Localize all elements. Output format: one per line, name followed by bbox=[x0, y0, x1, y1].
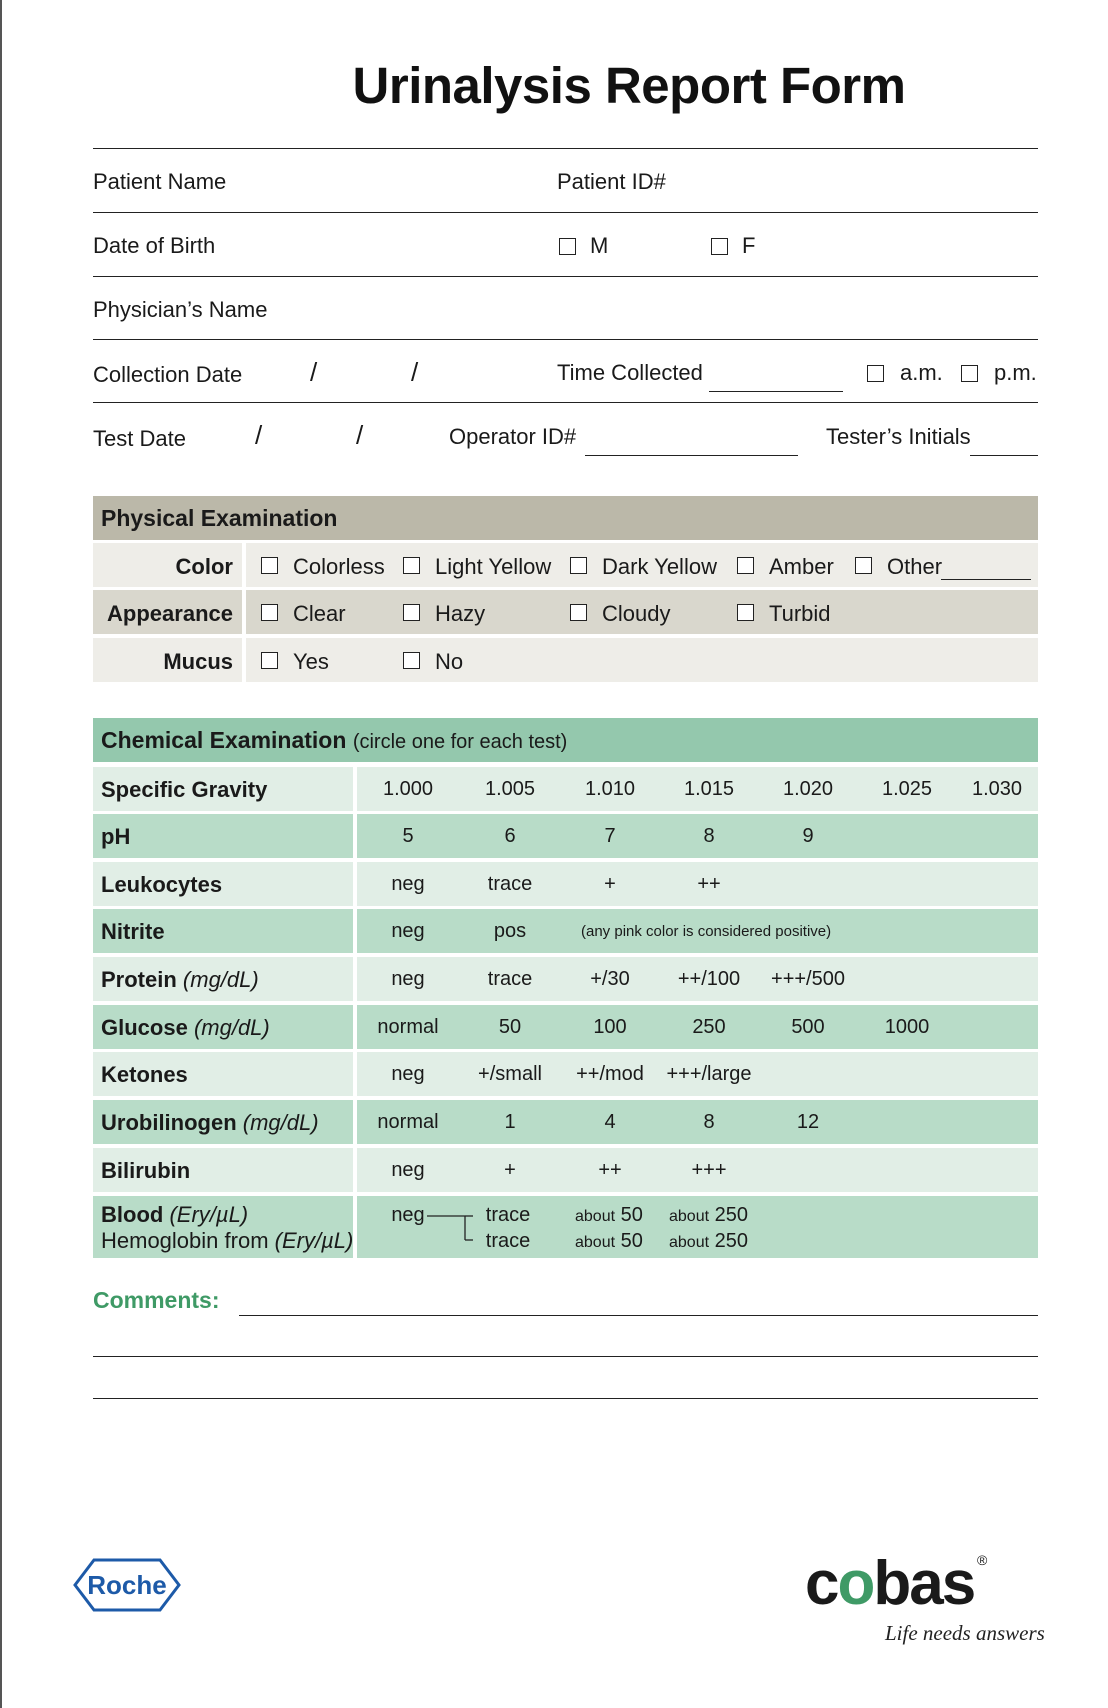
tester-initials-field[interactable] bbox=[970, 455, 1038, 456]
blood-value-neg[interactable]: neg bbox=[391, 1204, 425, 1226]
divider bbox=[353, 1052, 357, 1096]
test-value[interactable]: normal bbox=[377, 1111, 439, 1133]
checkbox[interactable] bbox=[261, 652, 278, 669]
chem-row-glucose bbox=[93, 1005, 1038, 1049]
chem-row-leukocytes bbox=[93, 862, 1038, 906]
chem-row-label bbox=[101, 777, 267, 803]
time-collected-label: Time Collected bbox=[557, 360, 703, 385]
sex-m-checkbox[interactable] bbox=[559, 238, 576, 255]
test-name: Bilirubin bbox=[101, 1158, 191, 1183]
other-color-field[interactable] bbox=[941, 579, 1031, 580]
physician-label: Physician’s Name bbox=[93, 297, 268, 322]
hemoglobin-value-trace[interactable]: trace bbox=[485, 1230, 531, 1252]
chem-row-label bbox=[101, 1110, 319, 1136]
chemical-exam-title bbox=[101, 727, 567, 754]
chemical-exam-header bbox=[93, 718, 1038, 762]
test-value[interactable]: 1.030 bbox=[971, 778, 1023, 800]
cobas-logo: cobas bbox=[805, 1549, 975, 1618]
option-label: Light Yellow bbox=[435, 554, 552, 579]
about-word: about bbox=[669, 1234, 710, 1251]
option-label: Hazy bbox=[435, 601, 486, 626]
test-value[interactable]: normal bbox=[377, 1016, 439, 1038]
physical-exam-title: Physical Examination bbox=[101, 505, 338, 531]
test-value[interactable]: 1 bbox=[504, 1111, 516, 1133]
chem-row-ph bbox=[93, 814, 1038, 858]
blood-value-50[interactable] bbox=[575, 1204, 643, 1227]
value: 250 bbox=[714, 1204, 748, 1226]
hemoglobin-value-250[interactable] bbox=[669, 1230, 748, 1253]
appearance-row bbox=[93, 590, 1038, 634]
test-value[interactable]: +++ bbox=[691, 1159, 727, 1181]
test-value[interactable]: 12 bbox=[796, 1111, 820, 1133]
option-label: No bbox=[435, 649, 464, 674]
option-label: Other bbox=[887, 554, 943, 579]
test-unit: (mg/dL) bbox=[182, 967, 259, 992]
date-separator: / bbox=[255, 420, 263, 450]
option-label: Yes bbox=[293, 649, 329, 674]
divider bbox=[353, 767, 357, 811]
sex-f-checkbox[interactable] bbox=[711, 238, 728, 255]
blood-name: Blood bbox=[101, 1202, 164, 1227]
patient-name-label: Patient Name bbox=[93, 169, 227, 194]
am-label: a.m. bbox=[900, 360, 943, 385]
checkbox[interactable] bbox=[261, 604, 278, 621]
test-value[interactable]: ++ bbox=[697, 873, 721, 895]
test-value[interactable]: 5 bbox=[402, 825, 414, 847]
test-value[interactable]: neg bbox=[391, 968, 425, 990]
divider bbox=[353, 814, 357, 858]
sex-m-label: M bbox=[590, 233, 609, 258]
chem-row-label bbox=[101, 1158, 190, 1184]
am-checkbox[interactable] bbox=[867, 365, 884, 382]
comments-line[interactable] bbox=[239, 1315, 1038, 1316]
divider bbox=[242, 543, 246, 587]
cobas-o-icon: o bbox=[837, 1549, 874, 1618]
hemoglobin-name: Hemoglobin from bbox=[101, 1228, 269, 1253]
comments-line[interactable] bbox=[93, 1356, 1038, 1357]
test-value[interactable]: pos bbox=[493, 920, 527, 942]
test-value[interactable]: 1.025 bbox=[881, 778, 933, 800]
test-value[interactable]: trace bbox=[487, 968, 533, 990]
test-value[interactable]: 1.000 bbox=[382, 778, 434, 800]
dob-label: Date of Birth bbox=[93, 233, 216, 258]
test-name: Urobilinogen bbox=[101, 1110, 237, 1135]
test-value[interactable]: +/30 bbox=[590, 968, 630, 990]
operator-id-label: Operator ID# bbox=[449, 424, 577, 449]
test-value[interactable]: +/small bbox=[478, 1063, 542, 1085]
test-name: Leukocytes bbox=[101, 872, 223, 897]
test-value[interactable]: ++/mod bbox=[576, 1063, 644, 1085]
tester-initials-label: Tester’s Initials bbox=[826, 424, 971, 449]
test-value[interactable]: 500 bbox=[791, 1016, 825, 1038]
roche-logo bbox=[72, 1557, 182, 1618]
chem-row-nitrite bbox=[93, 909, 1038, 953]
test-value[interactable]: 1.010 bbox=[584, 778, 636, 800]
physical-exam-header bbox=[93, 496, 1038, 540]
chem-row-label bbox=[101, 824, 130, 850]
pm-label: p.m. bbox=[994, 360, 1037, 385]
about-word: about bbox=[669, 1208, 710, 1225]
divider bbox=[353, 957, 357, 1001]
mucus-row bbox=[93, 638, 1038, 682]
option-label: Dark Yellow bbox=[602, 554, 717, 579]
test-value[interactable]: 100 bbox=[593, 1016, 627, 1038]
test-value[interactable]: neg bbox=[391, 873, 425, 895]
value: 50 bbox=[620, 1230, 643, 1252]
divider bbox=[353, 1100, 357, 1144]
blood-value-250[interactable] bbox=[669, 1204, 748, 1227]
checkbox[interactable] bbox=[403, 604, 420, 621]
divider bbox=[353, 1005, 357, 1049]
checkbox[interactable] bbox=[737, 557, 754, 574]
test-name: Nitrite bbox=[101, 919, 165, 944]
sex-f-label: F bbox=[742, 233, 756, 258]
appearance-label: Appearance bbox=[107, 601, 233, 626]
chem-row-label bbox=[101, 1062, 188, 1088]
test-value[interactable]: 8 bbox=[703, 1111, 715, 1133]
option-label: Cloudy bbox=[602, 601, 671, 626]
test-value[interactable]: + bbox=[604, 873, 616, 895]
divider bbox=[353, 909, 357, 953]
page-edge bbox=[0, 0, 2, 1708]
test-unit: (mg/dL) bbox=[193, 1015, 270, 1040]
divider bbox=[353, 1196, 357, 1258]
test-date-label: Test Date bbox=[93, 426, 186, 451]
hemoglobin-label bbox=[101, 1228, 353, 1254]
dob-field[interactable] bbox=[93, 276, 1038, 277]
roche-text: Roche bbox=[87, 1570, 167, 1600]
blood-label bbox=[101, 1202, 248, 1228]
date-separator: / bbox=[356, 420, 364, 450]
time-collected-field[interactable] bbox=[709, 391, 843, 392]
test-value[interactable]: neg bbox=[391, 1159, 425, 1181]
test-value[interactable]: 1000 bbox=[884, 1016, 930, 1038]
test-value[interactable]: + bbox=[504, 1159, 516, 1181]
option-label: Amber bbox=[769, 554, 834, 579]
option-label: Colorless bbox=[293, 554, 385, 579]
value: 50 bbox=[620, 1204, 643, 1226]
tagline: Life needs answers bbox=[885, 1621, 1045, 1645]
roche-hexagon-icon bbox=[72, 1557, 182, 1613]
test-value[interactable]: 1.005 bbox=[484, 778, 536, 800]
test-value[interactable]: neg bbox=[391, 1063, 425, 1085]
chem-row-label bbox=[101, 919, 165, 945]
date-separator: / bbox=[411, 357, 419, 387]
hemoglobin-unit: (Ery/µL) bbox=[274, 1228, 354, 1253]
mucus-label: Mucus bbox=[163, 649, 233, 674]
test-value[interactable]: 8 bbox=[703, 825, 715, 847]
test-value[interactable]: 4 bbox=[604, 1111, 616, 1133]
blood-unit: (Ery/µL) bbox=[169, 1202, 249, 1227]
blood-row bbox=[93, 1196, 1038, 1258]
option-label: Clear bbox=[293, 601, 346, 626]
chemical-exam-heading: Chemical Examination bbox=[101, 727, 347, 753]
test-value[interactable]: 1.015 bbox=[683, 778, 735, 800]
comments-label: Comments: bbox=[93, 1287, 220, 1313]
test-value[interactable]: 250 bbox=[692, 1016, 726, 1038]
divider bbox=[353, 862, 357, 906]
collection-date-field[interactable] bbox=[93, 402, 1038, 403]
test-name: Specific Gravity bbox=[101, 777, 268, 802]
test-name: pH bbox=[101, 824, 131, 849]
chemical-exam-subheading: (circle one for each test) bbox=[352, 731, 568, 753]
comments-line[interactable] bbox=[93, 1398, 1038, 1399]
divider bbox=[353, 1148, 357, 1192]
checkbox[interactable] bbox=[737, 604, 754, 621]
collection-date-label: Collection Date bbox=[93, 362, 243, 387]
checkbox[interactable] bbox=[403, 557, 420, 574]
test-name: Protein bbox=[101, 967, 177, 992]
chem-row-label bbox=[101, 872, 222, 898]
chem-row-protein bbox=[93, 957, 1038, 1001]
physician-field[interactable] bbox=[93, 339, 1038, 340]
patient-name-field[interactable] bbox=[93, 212, 1038, 213]
checkbox[interactable] bbox=[261, 557, 278, 574]
test-value[interactable]: 50 bbox=[498, 1016, 522, 1038]
patient-id-label: Patient ID# bbox=[557, 169, 666, 194]
test-value[interactable]: 7 bbox=[604, 825, 616, 847]
color-label: Color bbox=[175, 554, 233, 579]
chem-row-specific-gravity bbox=[93, 767, 1038, 811]
test-value[interactable]: 9 bbox=[802, 825, 814, 847]
option-label: Turbid bbox=[769, 601, 831, 626]
test-value[interactable]: +++/large bbox=[666, 1063, 752, 1085]
test-value[interactable]: ++/100 bbox=[677, 968, 741, 990]
test-value[interactable]: 1.020 bbox=[782, 778, 834, 800]
checkbox[interactable] bbox=[570, 604, 587, 621]
chem-row-urobilinogen bbox=[93, 1100, 1038, 1144]
chem-row-ketones bbox=[93, 1052, 1038, 1096]
about-word: about bbox=[575, 1208, 616, 1225]
divider bbox=[242, 590, 246, 634]
value: 250 bbox=[714, 1230, 748, 1252]
checkbox[interactable] bbox=[855, 557, 872, 574]
checkbox[interactable] bbox=[403, 652, 420, 669]
test-note: (any pink color is considered positive) bbox=[581, 923, 832, 940]
about-word: about bbox=[575, 1234, 616, 1251]
registered-mark: ® bbox=[977, 1552, 988, 1568]
blood-value-trace[interactable]: trace bbox=[485, 1204, 531, 1226]
divider bbox=[242, 638, 246, 682]
test-value[interactable]: 6 bbox=[504, 825, 516, 847]
test-value[interactable]: trace bbox=[487, 873, 533, 895]
operator-id-field[interactable] bbox=[585, 455, 798, 456]
chem-row-bilirubin bbox=[93, 1148, 1038, 1192]
page-title: Urinalysis Report Form bbox=[352, 57, 906, 114]
chem-row-label bbox=[101, 967, 259, 993]
test-name: Ketones bbox=[101, 1062, 188, 1087]
test-value[interactable]: neg bbox=[391, 920, 425, 942]
date-separator: / bbox=[310, 357, 318, 387]
pm-checkbox[interactable] bbox=[961, 365, 978, 382]
test-unit: (mg/dL) bbox=[242, 1110, 319, 1135]
test-value[interactable]: +++/500 bbox=[771, 968, 845, 990]
checkbox[interactable] bbox=[570, 557, 587, 574]
color-row bbox=[93, 543, 1038, 587]
chem-row-label bbox=[101, 1015, 270, 1041]
rule-top bbox=[93, 148, 1038, 149]
hemoglobin-value-50[interactable] bbox=[575, 1230, 643, 1253]
test-value[interactable]: ++ bbox=[598, 1159, 622, 1181]
test-name: Glucose bbox=[101, 1015, 188, 1040]
